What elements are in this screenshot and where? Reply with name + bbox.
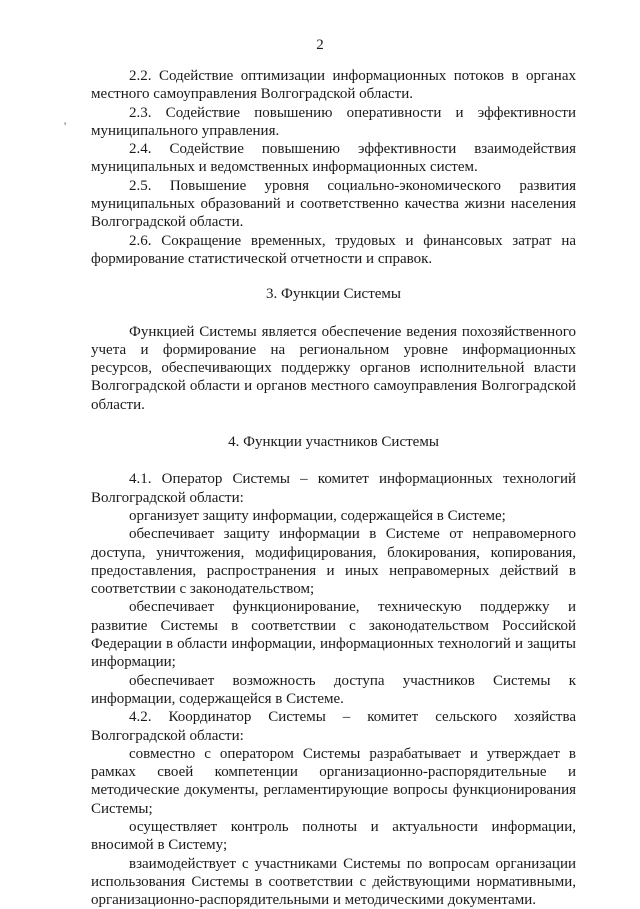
- paragraph-2-3: 2.3. Содействие повышению оперативности и эффективности муниципального управления.: [91, 104, 576, 139]
- list-item-4-2-a: совместно с оператором Системы разрабатывает и утверждает в рамках своей компетенции организационно-распорядительные и методические документы, регламентирующие вопросы функционирования Системы;: [91, 745, 576, 817]
- document-body: [91, 67, 576, 909]
- list-item-4-2-c: взаимодействует с участниками Системы по вопросам организации использования Системы в соответствии с действующими нормативными, организационно-распорядительными и методическими документами.: [91, 855, 576, 909]
- paragraph-4-2: 4.2. Координатор Системы – комитет сельского хозяйства Волгоградской области:: [91, 709, 576, 744]
- section-3-text: Функцией Системы является обеспечение ведения похозяйственного учета и формирование на региональном уровне информационных ресурсов, обеспечивающих поддержку органов исполнительной власти Волгоградской области и органов местного самоуправления Волгоградской области.: [91, 323, 576, 413]
- section-3-title: 3. Функции Системы: [266, 286, 401, 303]
- list-item-4-1-a: организует защиту информации, содержащейся в Системе;: [129, 507, 506, 524]
- paragraph-2-4: 2.4. Содействие повышению эффективности взаимодействия муниципальных и ведомственных информационных систем.: [91, 141, 576, 176]
- list-item-4-2-b: осуществляет контроль полноты и актуальности информации, вносимой в Систему;: [91, 818, 576, 854]
- paragraph-4-1: 4.1. Оператор Системы – комитет информационных технологий Волгоградской области:: [91, 471, 576, 506]
- page-number: 2: [316, 37, 324, 53]
- paragraph-2-2: 2.2. Содействие оптимизации информационных потоков в органах местного самоуправления Волгоградской области.: [91, 68, 576, 103]
- paragraph-2-5: 2.5. Повышение уровня социально-экономического развития муниципальных образований и соответственно качества жизни населения Волгоградской области.: [91, 177, 576, 231]
- section-4-title: 4. Функции участников Системы: [228, 434, 439, 451]
- paragraph-2-6: 2.6. Сокращение временных, трудовых и финансовых затрат на формирование статистической отчетности и справок.: [91, 232, 576, 267]
- list-item-4-1-d: обеспечивает возможность доступа участников Системы к информации, содержащейся в Системе.: [91, 672, 576, 707]
- list-item-4-1-b: обеспечивает защиту информации в Системе от неправомерного доступа, уничтожения, модифицирования, блокирования, копирования, предоставления, распространения и иных неправомерных действий в соответствии с законодательством;: [91, 526, 576, 598]
- margin-mark: ': [64, 119, 67, 133]
- list-item-4-1-c: обеспечивает функционирование, техническую поддержку и развитие Системы в соответствии с законодательством Российской Федерации в области информации, информационных технологий и защиты информации;: [91, 599, 576, 671]
